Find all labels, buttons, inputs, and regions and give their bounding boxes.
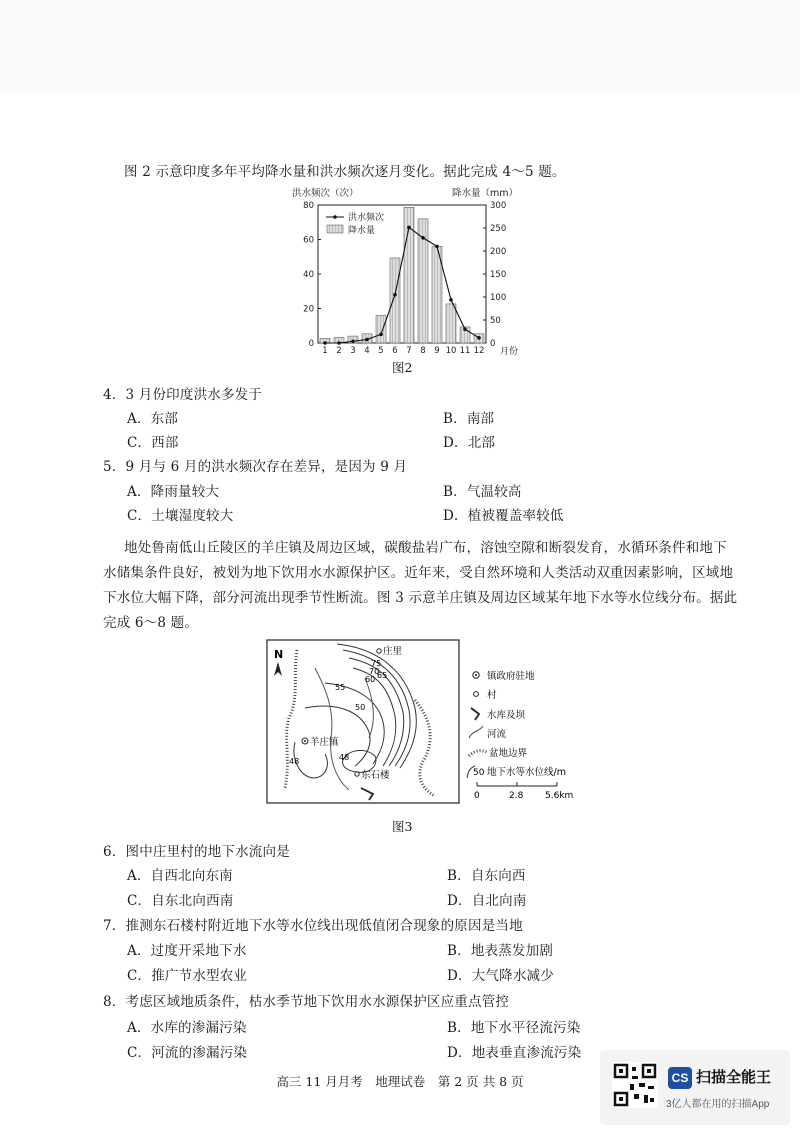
legend-flood: 洪水频次 [348,213,385,223]
figure-2-chart [290,183,520,373]
legend-point-icon [333,215,337,219]
left-tick-label: 20 [303,304,314,315]
q8-option-a: A．水库的渗漏污染 [127,1020,247,1036]
q5-option-b: B．气温较高 [443,484,522,500]
chart-svg [290,183,520,373]
page-top-margin [0,0,800,95]
flood-point [351,339,355,343]
flood-point [379,333,383,337]
right-tick-label: 100 [490,293,507,303]
q6-option-b: B．自东向西 [447,868,526,884]
flood-point [463,327,467,331]
x-tick-label: 10 [445,346,457,356]
contour-label-65: 65 [377,671,388,680]
x-tick-label: 3 [350,346,356,356]
map-svg [265,638,595,808]
q7-option-a: A．过度开采地下水 [127,943,247,959]
legend-river-icon [469,726,483,738]
x-tick-label: 4 [364,346,370,356]
flood-point [337,341,341,345]
left-tick-label: 40 [303,270,314,280]
q7-option-c: C．推广节水型农业 [127,968,248,984]
right-tick-label: 50 [490,316,501,326]
contour-label-50: 50 [355,703,366,712]
contour-label-60: 60 [365,675,376,684]
precip-bar [390,258,400,343]
q5-option-a: A．降雨量较大 [127,484,220,500]
q4-option-c: C．西部 [127,435,179,451]
x-tick-label: 1 [322,346,328,356]
legend-village-icon [474,692,479,697]
contour-label-75: 75 [371,659,382,668]
contour-label-48b: 48 [289,757,300,766]
q4-option-b: B．南部 [443,411,495,427]
legend-basin-boundary: 盆地边界 [489,748,528,759]
left-tick-label: 0 [308,339,314,349]
map-legend [467,670,573,801]
flood-point [477,336,481,340]
legend-town-seat: 镇政府驻地 [487,671,535,682]
passage-line-3: 下水位大幅下降，部分河流出现季节性断流。图 3 示意羊庄镇及周边区域某年地下水等水位线分布。据此 [103,590,738,606]
legend-precip: 降水量 [348,226,376,236]
q6-stem: 6．图中庄里村的地下水流向是 [103,844,290,860]
right-tick-label: 0 [490,339,496,349]
x-tick-label: 9 [434,346,440,356]
right-tick-label: 300 [490,201,507,211]
legend-bar-icon [327,225,343,233]
q6-option-d: D．自北向南 [447,893,527,909]
left-tick-label: 60 [303,235,314,246]
legend-village: 村 [487,690,497,701]
right-axis-label: 降水量（mm） [452,188,519,199]
q4-stem: 4．3 月份印度洪水多发于 [103,387,263,403]
basin-boundary-east [415,700,435,796]
x-tick-label: 6 [392,346,398,356]
q4-option-d: D．北部 [443,435,496,451]
figure-2-caption: 图2 [392,360,413,375]
flood-point [435,245,439,249]
right-tick-label: 250 [490,224,507,234]
q4-option-a: A．东部 [127,411,179,427]
q8-option-d: D．地表垂直渗流污染 [447,1045,582,1061]
x-tick-label: 8 [420,346,426,356]
x-axis-label: 月份 [500,347,519,357]
q8-option-b: B．地下水平径流污染 [447,1020,581,1036]
precip-bar [446,304,456,343]
passage-line-2: 水储集条件良好，被划为地下饮用水水源保护区。近年来，受自然环境和人类活动双重因素影响，区域地 [103,565,734,581]
figure-3-caption: 图3 [392,819,413,834]
q5-option-c: C．土壤湿度较大 [127,508,234,524]
camscanner-name: 扫描全能王 [696,1069,772,1086]
scale-max: 5.6km [545,791,574,801]
scanner-watermark [600,1050,790,1125]
right-tick-label: 200 [490,247,507,257]
place-zhuangli: 庄里 [383,646,403,657]
left-tick-label: 80 [303,201,314,211]
q7-option-d: D．大气降水减少 [447,968,554,984]
left-axis-label: 洪水频次（次） [292,188,359,199]
village-icon [377,649,381,653]
q8-option-c: C．河流的渗漏污染 [127,1045,248,1061]
q7-stem: 7．推测东石楼村附近地下水等水位线出现低值闭合现象的原因是当地 [103,918,523,934]
north-arrow-icon [274,662,282,676]
contour-label-55: 55 [335,683,346,692]
q8-stem: 8．考虑区域地质条件，枯水季节地下饮用水水源保护区应重点管控 [103,994,510,1010]
figure-3-map [265,638,595,808]
flood-point [407,226,411,230]
qr-code-icon [612,1062,658,1108]
flood-point [421,236,425,240]
contour-label-48a: 48 [339,753,350,762]
q6-option-c: C．自东北向西南 [127,893,234,909]
camscanner-logo-icon: CS [668,1067,692,1089]
passage-line-1: 地处鲁南低山丘陵区的羊庄镇及周边区域，碳酸盐岩广布，溶蚀空隙和断裂发育，水循环条件和地下 [124,540,727,556]
scale-mid: 2.8 [509,791,524,801]
q7-option-b: B．地表蒸发加剧 [447,943,554,959]
x-tick-label: 7 [406,346,412,356]
legend-basin-icon [469,751,487,756]
intro-fig2: 图 2 示意印度多年平均降水量和洪水频次逐月变化。据此完成 4～5 题。 [124,164,566,180]
right-tick-label: 150 [490,270,507,280]
legend-contour: 地下水等水位线/m [487,767,566,778]
place-yangzhuang: 羊庄镇 [310,737,339,748]
reservoir-icon [361,788,373,800]
legend-reservoir: 水库及坝 [487,710,526,721]
flood-point [365,338,369,342]
q5-stem: 5．9 月与 6 月的洪水频次存在差异，是因为 9 月 [103,459,408,475]
x-tick-label: 11 [459,346,471,356]
passage-line-4: 完成 6～8 题。 [103,615,199,631]
q6-option-a: A．自西北向东南 [127,868,233,884]
scale-0: 0 [474,791,480,801]
place-dongshilou: 东石楼 [361,770,390,781]
legend-reservoir-icon [471,708,479,720]
flood-point [323,341,327,345]
q5-option-d: D．植被覆盖率较低 [443,508,564,524]
basin-boundary-west [285,650,300,788]
x-tick-label: 12 [473,346,485,356]
flood-point [393,293,397,297]
legend-contour-value: 50 [473,768,485,778]
x-tick-label: 2 [336,346,342,356]
river [365,678,373,738]
flood-point [449,298,453,302]
north-label: N [274,648,284,661]
camscanner-tagline: 3亿人都在用的扫描App [666,1099,770,1110]
precip-bar [376,315,386,343]
legend-river: 河流 [487,729,507,740]
page-footer: 高三 11 月月考 地理试卷 第 2 页 共 8 页 [276,1074,524,1089]
x-tick-label: 5 [378,346,384,356]
contour-label-70: 70 [369,667,380,676]
contour-line [325,683,384,764]
